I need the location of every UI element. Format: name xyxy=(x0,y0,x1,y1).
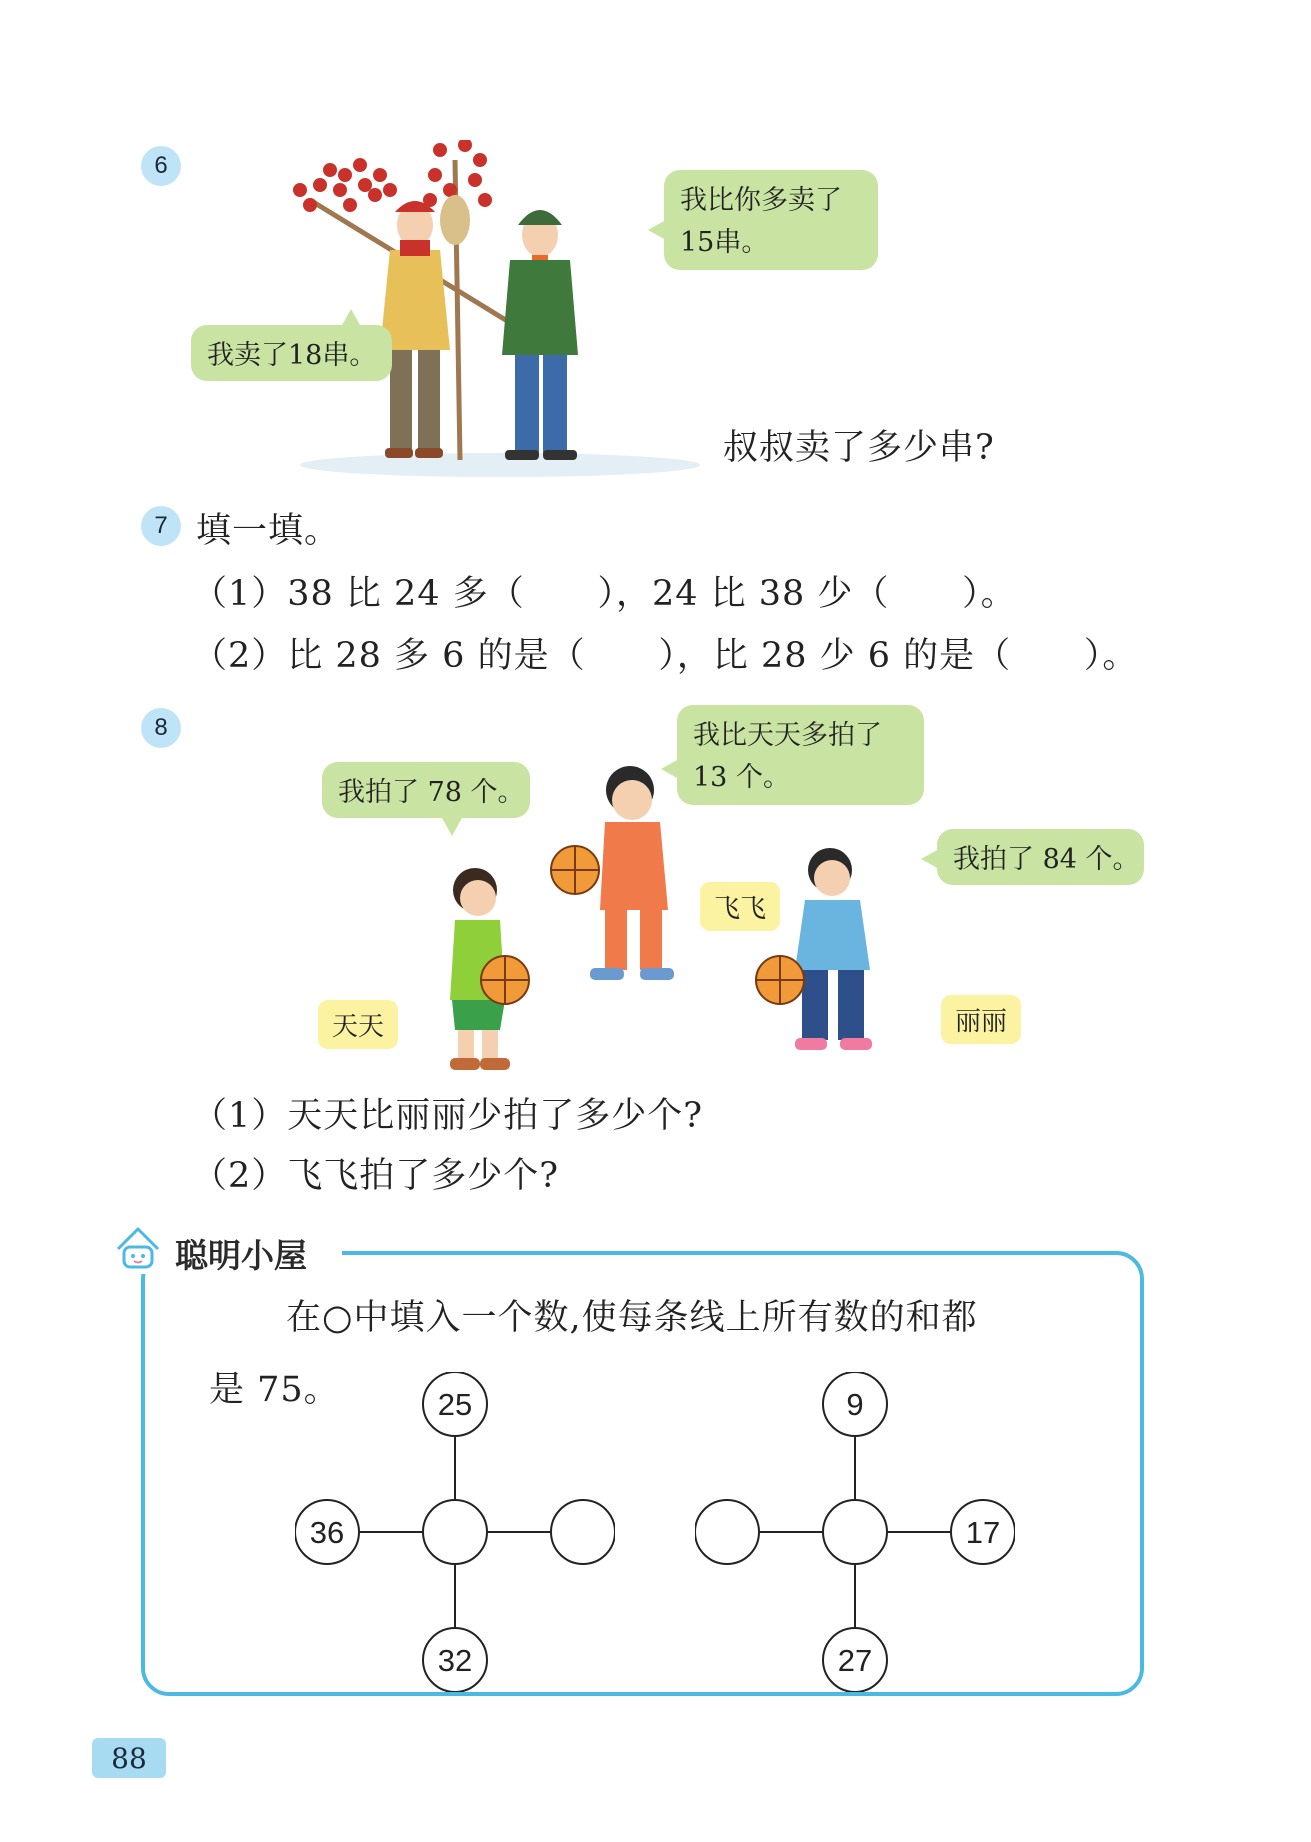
circle-value: 17 xyxy=(965,1515,1001,1550)
fill-blank-line: （1）38 比 24 多（ ），24 比 38 少（ ）。 xyxy=(192,574,1017,614)
clever-house-title: 聪明小屋 xyxy=(175,1237,307,1274)
fill-blank-line: （2）比 28 多 6 的是（ ），比 28 少 6 的是（ ）。 xyxy=(192,636,1139,676)
bubble-line: 我拍了 78 个。 xyxy=(338,777,525,808)
circle-bottom[interactable] xyxy=(823,1628,887,1692)
name-tag-tiantian: 天天 xyxy=(318,1000,398,1049)
name-tag-feifei: 飞飞 xyxy=(700,882,780,931)
circle-value: 25 xyxy=(437,1387,473,1422)
circle-left[interactable] xyxy=(295,1500,359,1564)
problem-number-badge: 6 xyxy=(141,146,181,186)
bubble-line: 13 个。 xyxy=(693,761,790,793)
circle-value: 27 xyxy=(837,1643,873,1678)
circle-left-blank[interactable] xyxy=(695,1500,759,1564)
circle-right-blank[interactable] xyxy=(551,1500,615,1564)
number-cross-right xyxy=(695,1372,1015,1692)
problem8-question-2: （2）飞飞拍了多少个? xyxy=(192,1156,560,1196)
clever-house-instruction: 在○中填入一个数,使每条线上所有数的和都 xyxy=(286,1298,978,1338)
problem6-question: 叔叔卖了多少串? xyxy=(723,428,995,468)
speech-bubble-feifei xyxy=(677,705,924,805)
page-number: 88 xyxy=(92,1738,166,1778)
circle-value: 32 xyxy=(437,1643,473,1678)
circle-value: 36 xyxy=(309,1515,345,1550)
problem7-title: 填一填。 xyxy=(196,511,341,551)
problem-number-badge: 7 xyxy=(141,506,181,546)
bubble-line: 我卖了18串。 xyxy=(207,340,377,371)
speech-bubble-uncle xyxy=(664,170,878,270)
number-cross-left xyxy=(295,1372,615,1692)
bubble-line: 我比你多卖了 xyxy=(680,185,842,216)
circle-top[interactable] xyxy=(823,1372,887,1436)
house-icon xyxy=(110,1223,166,1273)
circle-value: 9 xyxy=(846,1387,864,1422)
speech-bubble-tiantian xyxy=(322,762,530,818)
circle-center-blank[interactable] xyxy=(823,1500,887,1564)
name-tag-lili: 丽丽 xyxy=(941,995,1021,1044)
circle-center-blank[interactable] xyxy=(423,1500,487,1564)
circle-right[interactable] xyxy=(951,1500,1015,1564)
clever-house-instruction: 是 75。 xyxy=(209,1370,340,1410)
bubble-line: 我拍了 84 个。 xyxy=(953,844,1140,875)
bubble-line: 我比天天多拍了 xyxy=(693,720,882,751)
speech-bubble-aunt xyxy=(191,325,392,381)
problem8-question-1: （1）天天比丽丽少拍了多少个? xyxy=(192,1096,704,1136)
speech-bubble-lili xyxy=(937,829,1144,885)
bubble-line: 15串。 xyxy=(680,226,769,258)
circle-top[interactable] xyxy=(423,1372,487,1436)
circle-bottom[interactable] xyxy=(423,1628,487,1692)
problem-number-badge: 8 xyxy=(141,708,181,748)
